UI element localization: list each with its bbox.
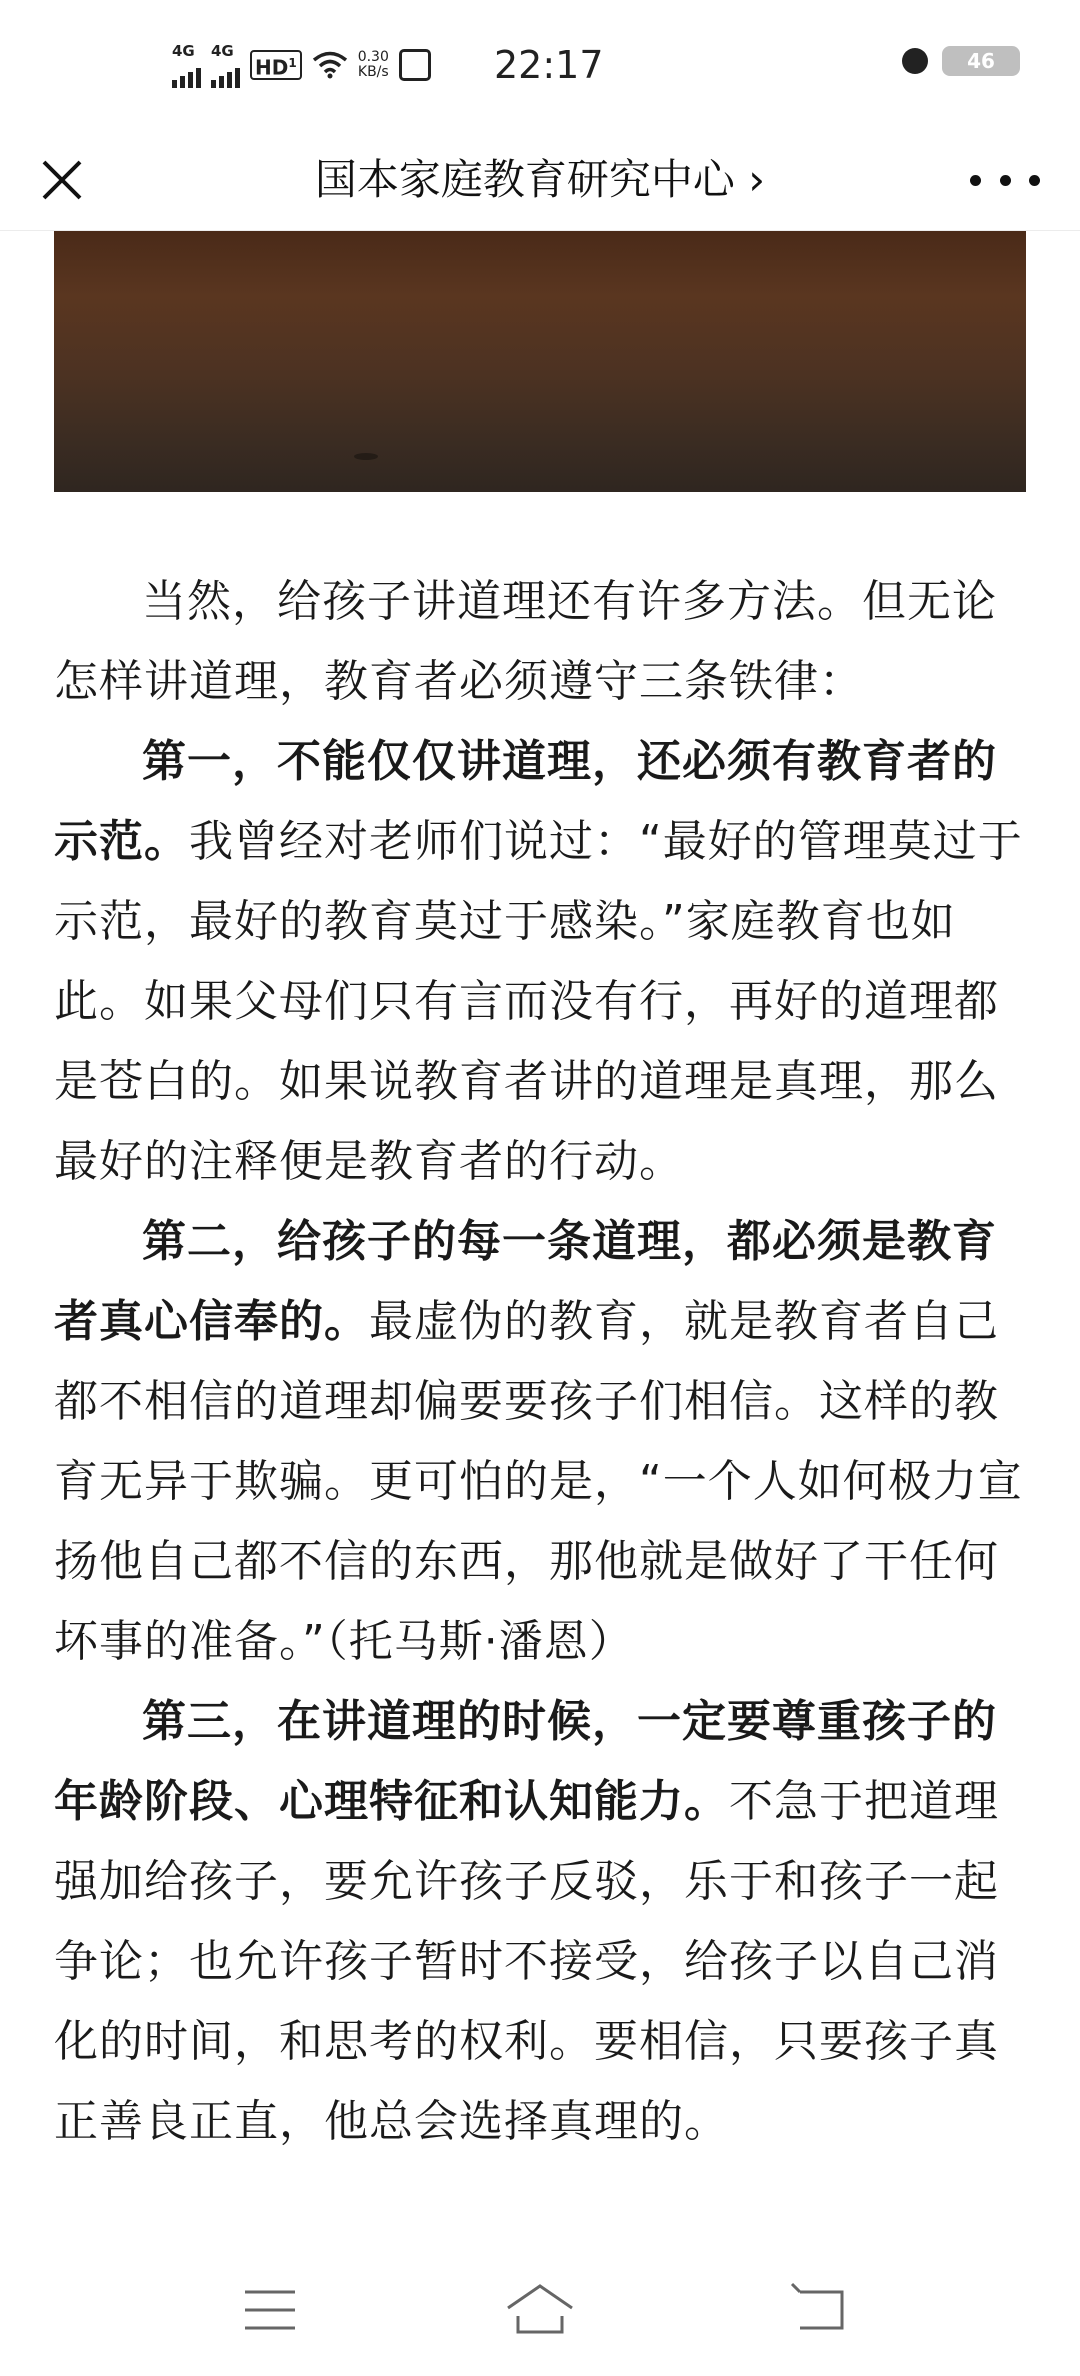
hd-label: HD (255, 55, 289, 80)
rule-two-heading: 第二，给孩子的每一条道理，都必须是教育者真心信奉的。 (54, 1216, 997, 1347)
network-speed (358, 50, 389, 80)
paragraph-text: 当然，给孩子讲道理还有许多方法。但无论怎样讲道理，教育者必须遵守三条铁律： (54, 576, 997, 707)
system-nav-bar (0, 2270, 1080, 2376)
article-body (54, 562, 1026, 2162)
paragraph (54, 1202, 1026, 1682)
net-speed-unit: KB/s (357, 64, 389, 80)
battery-icon: 46 (942, 46, 1020, 76)
status-bar (0, 0, 1080, 130)
paragraph (54, 562, 1026, 722)
account-title-link[interactable]: 国本家庭教育研究中心 › (314, 155, 766, 204)
signal-1-label: 4G (172, 42, 195, 60)
rule-one-heading: 第一，不能仅仅讲道理，还必须有教育者的示范。 (54, 736, 997, 867)
paragraph-text: 最虚伪的教育，就是教育者自己都不相信的道理却偏要要孩子们相信。这样的教育无异于欺骗。更可怕的是，“一个人如何极力宣扬他自己都不信的东西，那他就是做好了干任何坏事的准备。”（托马斯·潘恩） (54, 1296, 1023, 1667)
menu-icon[interactable] (220, 2270, 320, 2350)
paragraph (54, 722, 1026, 1202)
back-icon[interactable] (770, 2270, 870, 2350)
net-speed-value: 0.30 (357, 49, 389, 65)
hd-voice-icon (250, 50, 302, 81)
article-header (0, 130, 1080, 231)
alarm-icon (902, 48, 928, 74)
paragraph-text: 不急于把道理强加给孩子，要允许孩子反驳，乐于和孩子一起争论；也允许孩子暂时不接受，给孩子以自己消化的时间，和思考的权利。要相信，只要孩子真正善良正直，他总会选择真理的。 (54, 1776, 999, 2147)
status-icons-left (172, 40, 431, 90)
app-notification-icon (399, 49, 431, 81)
wifi-icon (312, 51, 348, 79)
signal-2-label: 4G (211, 42, 234, 60)
home-icon[interactable] (490, 2270, 590, 2350)
paragraph-text: 我曾经对老师们说过：“最好的管理莫过于示范，最好的教育莫过于感染。”家庭教育也如此。如果父母们只有言而没有行，再好的道理都是苍白的。如果说教育者讲的道理是真理，那么最好的注释便是教育者的行动。 (54, 816, 1023, 1187)
clock: 22:17 (494, 43, 604, 87)
signal-icon (172, 42, 201, 88)
rule-three-heading: 第三，在讲道理的时候，一定要尊重孩子的年龄阶段、心理特征和认知能力。 (54, 1696, 997, 1827)
signal-icon (211, 42, 240, 88)
more-dots-icon[interactable] (970, 152, 1040, 208)
article-image[interactable] (54, 231, 1026, 492)
hd-sim: 1 (288, 55, 297, 70)
paragraph (54, 1682, 1026, 2162)
status-icons-right (902, 46, 1020, 76)
